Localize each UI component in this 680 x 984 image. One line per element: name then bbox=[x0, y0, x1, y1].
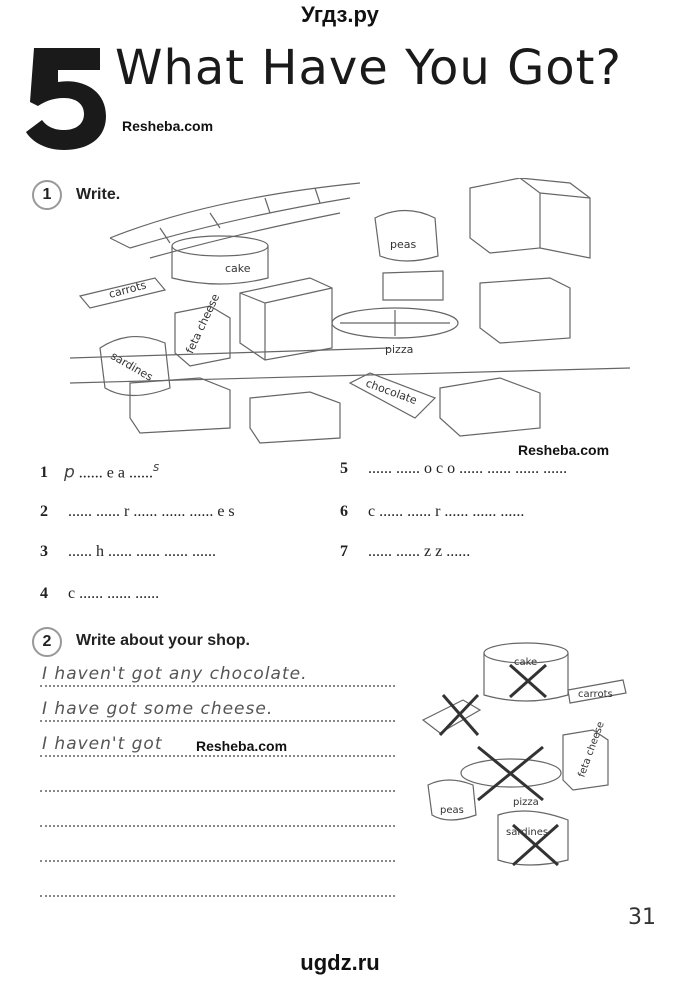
item-text: c ...... ...... ...... bbox=[64, 585, 160, 602]
exercise-2-label: Write about your shop. bbox=[76, 632, 250, 649]
answer-line-1[interactable] bbox=[40, 685, 395, 687]
shop-illustration bbox=[70, 178, 630, 448]
unit-number bbox=[22, 42, 112, 152]
watermark: Resheba.com bbox=[518, 442, 610, 458]
filled-letter: p bbox=[64, 462, 75, 483]
site-header: Угдз.ру bbox=[301, 2, 379, 27]
filled-letter: s bbox=[153, 460, 160, 474]
item-text: ...... e a ...... bbox=[74, 464, 153, 482]
scene2-label-sardines: sardines bbox=[506, 827, 549, 838]
scene2-label-peas: peas bbox=[440, 805, 464, 816]
item-number: 3 bbox=[40, 543, 48, 560]
answer-line-4[interactable] bbox=[40, 790, 395, 792]
answer-line-6[interactable] bbox=[40, 860, 395, 862]
item-number: 2 bbox=[40, 503, 48, 520]
word-item-2[interactable] bbox=[40, 503, 235, 521]
scene-label-feta: feta cheese bbox=[183, 291, 223, 356]
scene-label-chocolate: chocolate bbox=[363, 376, 419, 408]
item-number: 4 bbox=[40, 585, 48, 602]
word-item-1[interactable] bbox=[40, 460, 159, 482]
scene-label-carrots: carrots bbox=[107, 278, 148, 301]
unit-title: What Have You Got? bbox=[115, 40, 622, 96]
answer-line-2-text: I have got some cheese. bbox=[42, 699, 274, 719]
exercise-1-number: 1 bbox=[32, 180, 62, 210]
item-text: ...... h ...... ...... ...... ...... bbox=[64, 543, 216, 560]
item-number: 1 bbox=[40, 464, 48, 482]
item-text: ...... ...... z z ...... bbox=[364, 543, 471, 560]
scene-label-cake: cake bbox=[225, 262, 251, 275]
item-number: 7 bbox=[340, 543, 348, 560]
answer-line-3[interactable] bbox=[40, 755, 395, 757]
answer-line-1-text: I haven't got any chocolate. bbox=[42, 664, 308, 684]
item-text: c ...... ...... r ...... ...... ...... bbox=[364, 503, 525, 520]
watermark: Resheba.com bbox=[196, 738, 288, 754]
scene-label-sardines: sardines bbox=[108, 349, 156, 384]
scene2-label-feta: feta cheese bbox=[576, 720, 607, 779]
word-item-4[interactable] bbox=[40, 585, 159, 603]
answer-line-5[interactable] bbox=[40, 825, 395, 827]
word-item-6[interactable] bbox=[340, 503, 524, 521]
item-text: ...... ...... o c o ...... ...... ...... ...... bbox=[364, 460, 568, 477]
answer-line-3-text: I haven't got bbox=[42, 734, 163, 754]
page-number: 31 bbox=[628, 905, 656, 930]
word-item-3[interactable] bbox=[40, 543, 216, 561]
item-number: 5 bbox=[340, 460, 348, 477]
shop-illustration-small bbox=[418, 635, 628, 870]
site-footer: ugdz.ru bbox=[300, 950, 380, 975]
watermark: Resheba.com bbox=[122, 118, 214, 134]
scene2-label-carrots: carrots bbox=[578, 689, 613, 700]
scene-label-peas: peas bbox=[390, 238, 417, 251]
scene2-label-pizza: pizza bbox=[513, 797, 539, 808]
exercise-2-number: 2 bbox=[32, 627, 62, 657]
item-text: ...... ...... r ...... ...... ...... e s bbox=[64, 503, 235, 520]
scene2-label-cake: cake bbox=[514, 657, 538, 668]
answer-line-7[interactable] bbox=[40, 895, 395, 897]
item-number: 6 bbox=[340, 503, 348, 520]
shop-drawing bbox=[70, 178, 630, 448]
shop-drawing-small bbox=[418, 635, 628, 870]
word-item-5[interactable] bbox=[340, 460, 567, 478]
unit-number-glyph bbox=[22, 42, 112, 152]
word-item-7[interactable] bbox=[340, 543, 470, 561]
exercise-1-label: Write. bbox=[76, 186, 121, 203]
answer-line-2[interactable] bbox=[40, 720, 395, 722]
scene-label-pizza: pizza bbox=[385, 343, 414, 356]
